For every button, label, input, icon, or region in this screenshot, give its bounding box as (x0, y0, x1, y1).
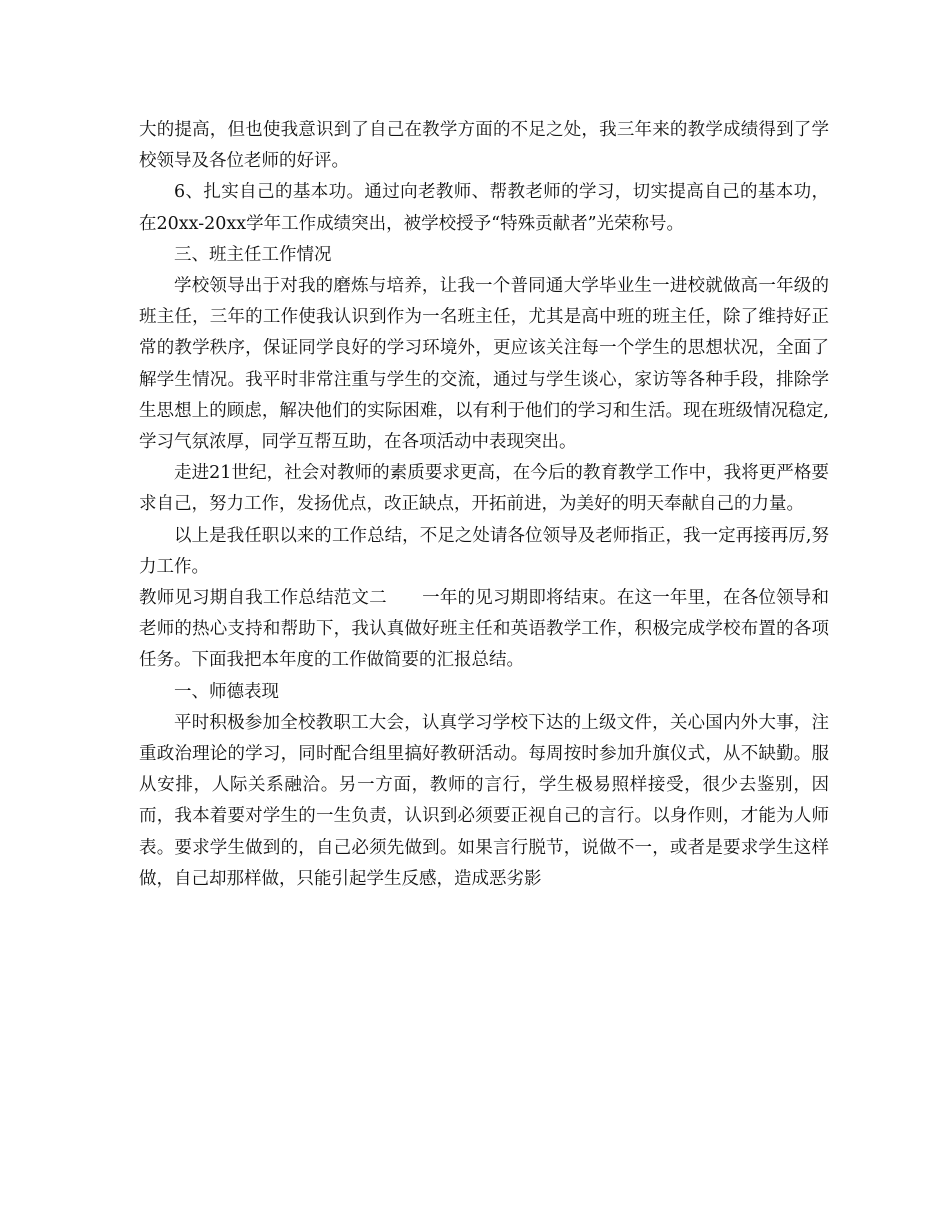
paragraph-4: 学校领导出于对我的磨炼与培养，让我一个普同通大学毕业生一进校就做高一年级的班主任，三年的工作使我认识到作为一名班主任，尤其是高中班的班主任，除了维持好正常的教学秩序，保证同学良好的学习环境外，更应该关注每一个学生的思想状况，全面了解学生情况。我平时非常注重与学生的交流，通过与学生谈心，家访等各种手段，排除学生思想上的顾虑，解决他们的实际困难，以有利于他们的学习和生活。现在班级情况稳定,学习气氛浓厚，同学互帮互助，在各项活动中表现突出。 (139, 276, 829, 453)
paragraph-5: 走进21世纪，社会对教师的素质要求更高，在今后的教育教学工作中，我将更严格要求自己，努力工作，发扬优点，改正缺点，开拓前进，为美好的明天奉献自己的力量。 (139, 463, 829, 515)
section-heading-head-teacher-work: 三、班主任工作情况 (174, 244, 332, 265)
paragraph-9: 平时积极参加全校教职工大会，认真学习学校下达的上级文件，关心国内外大事，注重政治理论的学习，同时配合组里搞好教研活动。每周按时参加升旗仪式，从不缺勤。服从安排，人际关系融洽。另一方面，教师的言行，学生极易照样接受，很少去鉴别，因而，我本着要对学生的一生负责，认识到必须要正视自己的言行。以身作则，才能为人师表。要求学生做到的，自己必须先做到。如果言行脱节，说做不一，或者是要求学生这样做，自己却那样做，只能引起学生反感，造成恶劣影 (139, 712, 829, 889)
paragraph-6: 以上是我任职以来的工作总结，不足之处请各位领导及老师指正，我一定再接再厉,努力工作。 (139, 525, 829, 577)
paragraph-2: 6、扎实自己的基本功。通过向老教师、帮教老师的学习，切实提高自己的基本功，在20xx-20xx学年工作成绩突出，被学校授予“特殊贡献者”光荣称号。 (139, 182, 829, 234)
paragraph-1: 大的提高，但也使我意识到了自己在教学方面的不足之处，我三年来的教学成绩得到了学校领导及各位老师的好评。 (139, 120, 829, 172)
paragraph-7-article-two-intro: 教师见习期自我工作总结范文二 一年的见习期即将结束。在这一年里，在各位领导和老师的热心支持和帮助下，我认真做好班主任和英语教学工作，积极完成学校布置的各项任务。下面我把本年度的工作做简要的汇报总结。 (139, 588, 829, 671)
document-body (139, 115, 829, 895)
section-heading-teacher-ethics: 一、师德表现 (174, 681, 279, 702)
